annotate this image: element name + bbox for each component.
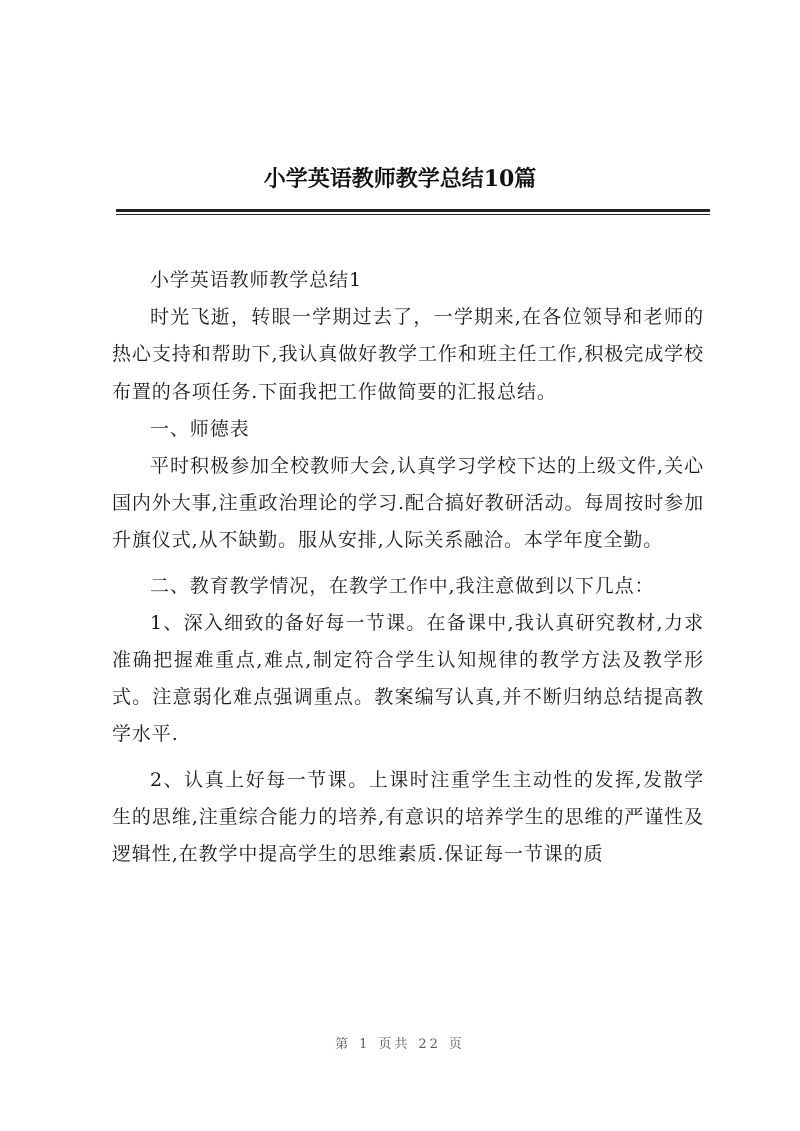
paragraph: 时光飞逝，转眼一学期过去了，一学期来,在各位领导和老师的热心支持和帮助下,我认真做好教学工作和班主任工作,积极完成学校布置的各项任务.下面我把工作做简要的汇报总结。 [112, 306, 704, 403]
title-divider [116, 209, 710, 215]
footer-suffix: 页 [448, 1037, 465, 1052]
paragraph: 2、认真上好每一节课。上课时注重学生主动性的发挥,发散学生的思维,注重综合能力的培养,有意识的培养学生的思维的严谨性及逻辑性,在教学中提高学生的思维素质.保证每一节课的质 [112, 768, 704, 866]
section-heading: 小学英语教师教学总结1 [150, 269, 362, 291]
footer-prefix: 第 [335, 1037, 352, 1052]
footer-total-pages: 22 [418, 1037, 441, 1052]
paragraph: 1、深入细致的备好每一节课。在备课中,我认真研究教材,力求准确把握难重点,难点,制定符合学生认知规律的教学方法及教学形式。注意弱化难点强调重点。教案编写认真,并不断归纳总结提高教学水平. [112, 611, 704, 746]
paragraph: 二、教育教学情况，在教学工作中,我注意做到以下几点： [150, 574, 655, 597]
document-body [112, 262, 704, 873]
section-heading: 一、师德表 [150, 417, 250, 440]
footer-middle: 页共 [378, 1037, 411, 1052]
footer-page-number: 1 [359, 1037, 371, 1052]
document-title: 小学英语教师教学总结10篇 [263, 166, 537, 192]
paragraph: 平时积极参加全校教师大会,认真学习学校下达的上级文件,关心国内外大事,注重政治理论的学习.配合搞好教研活动。每周按时参加升旗仪式,从不缺勤。服从安排,人际关系融洽。本学年度全勤。 [112, 455, 704, 552]
page-footer [0, 1033, 800, 1052]
